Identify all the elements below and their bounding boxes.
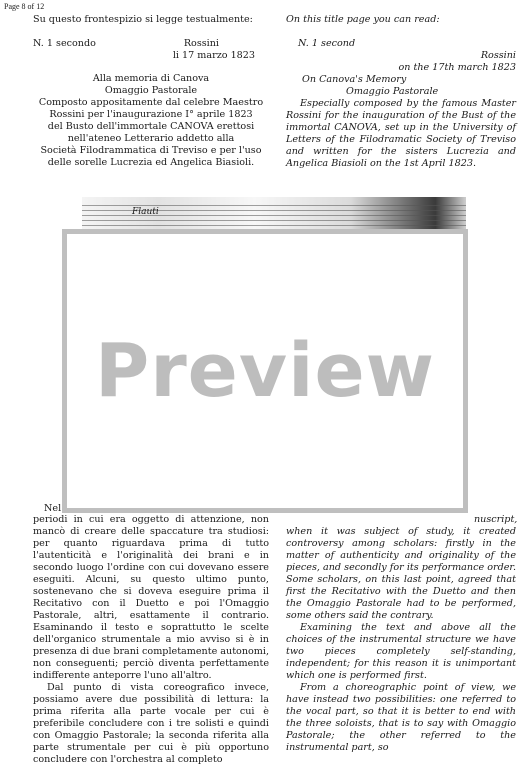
english-dedication-title: On Canova's Memory <box>302 74 407 85</box>
english-body-paragraph: Examining the text and above all the choices of the instrumental structure we have two pieces completely self-standing, independent; for this reason it is unimportant which one is performed first. <box>286 622 516 681</box>
italian-date: li 17 marzo 1823 <box>172 50 255 61</box>
preview-watermark: Preview <box>94 328 436 414</box>
english-body-column <box>286 526 516 754</box>
italian-dedication-line: Omaggio Pastorale <box>104 85 198 96</box>
italian-fragment: Nel <box>44 503 62 514</box>
italian-dedication-line: delle sorelle Lucrezia ed Angelica Biasioli. <box>47 157 255 168</box>
english-dedication-subtitle: Omaggio Pastorale <box>346 86 439 97</box>
score-image <box>82 197 466 229</box>
italian-dedication-line: Alla memoria di Canova <box>92 73 210 84</box>
italian-body-paragraph: Dal punto di vista coreografico invece, possiamo avere due possibilità di lettura: la prima riferita alla parte vocale per cui è preferibile concludere con i tre solisti e quindi con Omaggio Pastorale; la seconda riferita alla parte strumentale per cui è più opportuno concludere con l'orchestra al completo <box>33 682 269 765</box>
english-body-paragraph: From a choreographic point of view, we have instead two possibilities: one referred to the vocal part, so that it is better to end with the three soloists, that is to say with Omaggio Pastorale; the other referred to the instrumental part, so <box>286 682 516 753</box>
english-header-column <box>286 14 516 170</box>
italian-dedication-line: Rossini per l'inaugurazione I° aprile 1823 <box>49 109 253 120</box>
preview-overlay <box>62 229 468 513</box>
italian-number: N. 1 secondo <box>33 38 96 49</box>
italian-intro: Su questo frontespizio si legge testualmente: <box>33 14 253 25</box>
english-date: on the 17th march 1823 <box>398 62 516 73</box>
english-author: Rossini <box>480 50 516 61</box>
english-dedication-body: Especially composed by the famous Master Rossini for the inauguration of the Bust of the immortal CANOVA, set up in the University of Letters of the Filodramatic Society of Treviso and written for the sisters Lucrezia and Angelica Biasioli on the 1st April 1823. <box>286 98 516 169</box>
italian-header-column <box>33 14 269 169</box>
english-fragment: nuscript, <box>474 514 518 525</box>
italian-dedication <box>33 73 269 169</box>
english-intro: On this title page you can read: <box>286 14 440 25</box>
english-number: N. 1 second <box>298 38 356 49</box>
english-body-paragraph: when it was subject of study, it created controversy among scholars: firstly in the matter of authenticity and originality of the pieces, and secondly for its performance order. Some scholars, on this last point, agreed that first the Recitativo with the Duetto and then the Omaggio Pastorale had to be performed, some others said the contrary. <box>286 526 516 621</box>
italian-number-row <box>33 38 269 50</box>
italian-dedication-line: Società Filodrammatica di Treviso e per l'uso <box>40 145 262 156</box>
italian-dedication-line: nell'ateneo Letterario addetto alla <box>67 133 235 144</box>
italian-dedication-line: del Busto dell'immortale CANOVA erettosi <box>47 121 255 132</box>
score-label: Flauti <box>132 207 159 217</box>
italian-body-column <box>33 514 269 766</box>
italian-author: Rossini <box>183 38 219 49</box>
italian-body-paragraph: periodi in cui era oggetto di attenzione, non mancò di creare delle spaccature tra studiosi: per quanto riguardava prima di tutto l'autenticità e l'originalità dei brani e in secondo luogo l'ordine con cui dovevano essere eseguiti. Alcuni, su questo ultimo punto, sostenevano che si doveva eseguire prima il Recitativo con il Duetto e poi l'Omaggio Pastorale, altri, esattamente il contrario. Esaminando il testo e soprattutto le scelte dell'organico strumentale a mio avviso si è in presenza di due brani completamente autonomi, non conseguenti; perciò diventa perfettamente indifferente anteporre l'uno all'altro. <box>33 514 270 681</box>
italian-dedication-line: Composto appositamente dal celebre Maestro <box>38 97 264 108</box>
page-number: Page 8 of 12 <box>4 2 45 11</box>
